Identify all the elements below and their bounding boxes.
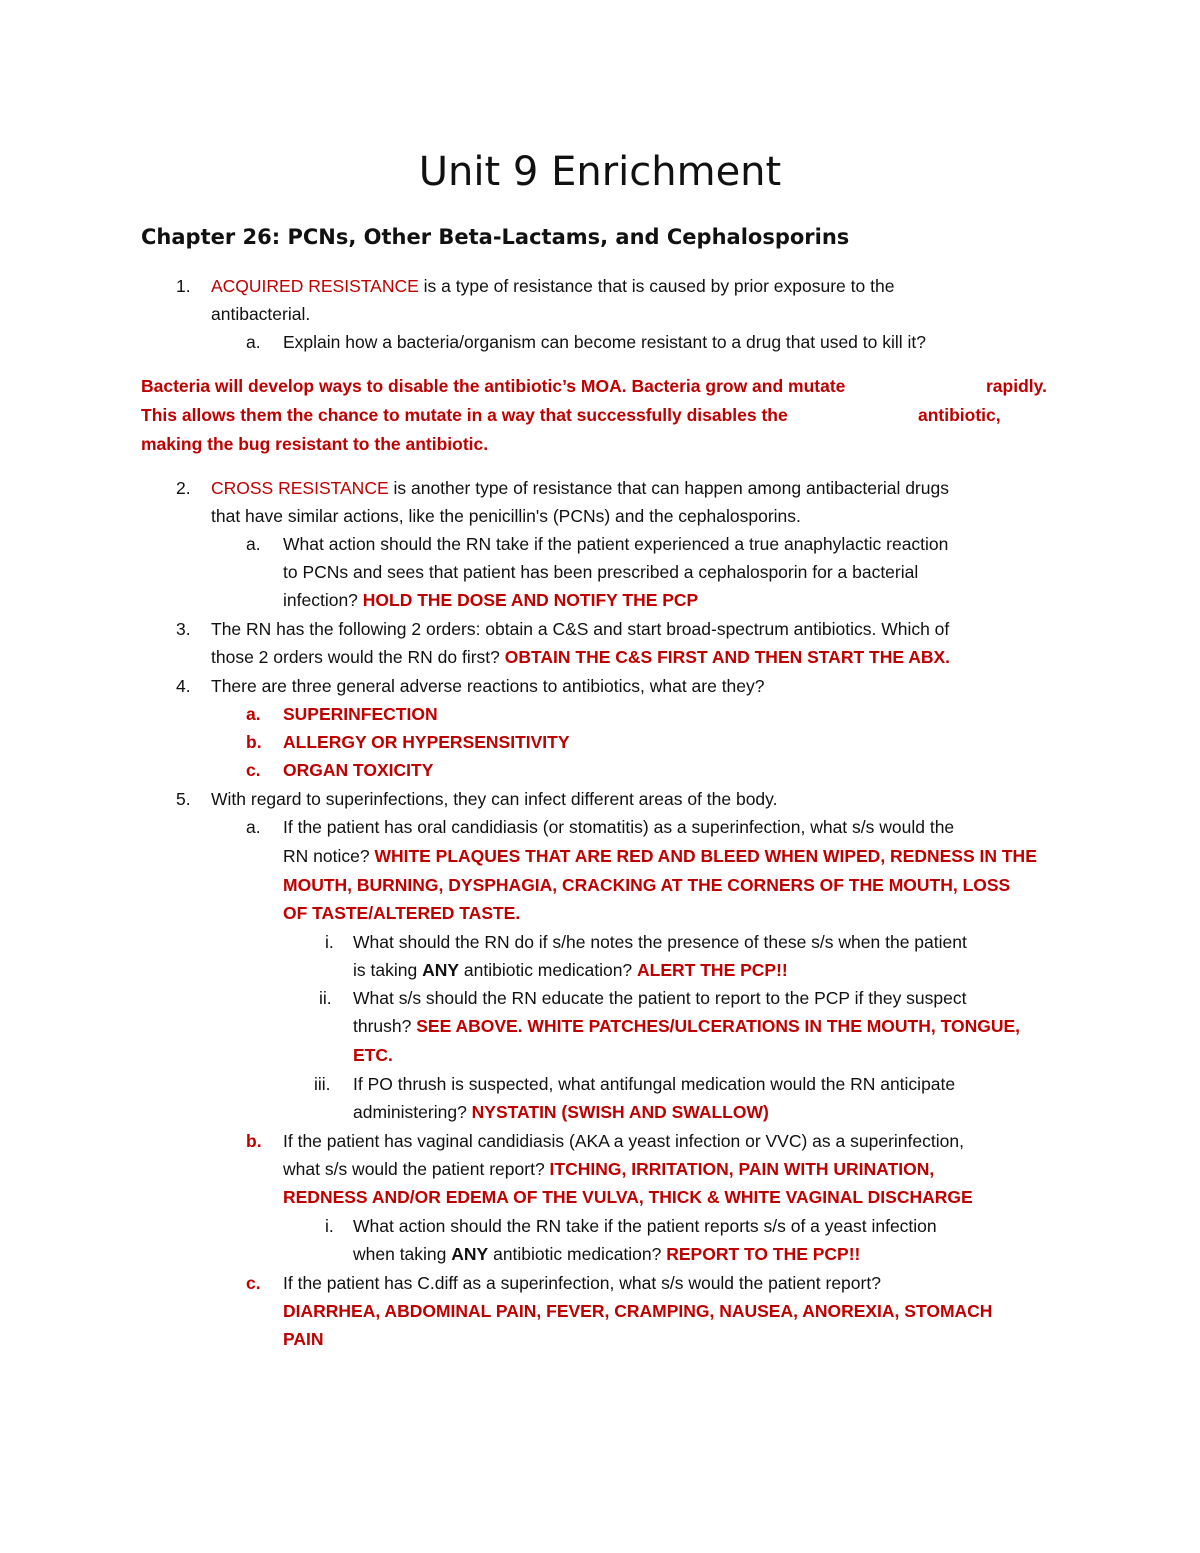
- q2-term: CROSS RESISTANCE: [211, 478, 389, 498]
- q5a-i-line-1: What should the RN do if s/he notes the presence of these s/s when the patient: [353, 932, 967, 952]
- q5a-line-3: MOUTH, BURNING, DYSPHAGIA, CRACKING AT THE CORNERS OF THE MOUTH, LOSS: [283, 875, 1011, 895]
- q2a-line-3: infection? HOLD THE DOSE AND NOTIFY THE PCP: [283, 590, 699, 610]
- q5b-line-3: REDNESS AND/OR EDEMA OF THE VULVA, THICK & WHITE VAGINAL DISCHARGE: [283, 1187, 973, 1207]
- q5c-line-2: DIARRHEA, ABDOMINAL PAIN, FEVER, CRAMPING, NAUSEA, ANOREXIA, STOMACH: [283, 1301, 993, 1321]
- q4c-text: ORGAN TOXICITY: [283, 760, 434, 780]
- q2-line-1: CROSS RESISTANCE is another type of resistance that can happen among antibacterial drugs: [211, 478, 949, 498]
- answer1-line-2-end: antibiotic,: [918, 405, 1001, 425]
- q5b-i-line-2: when taking ANY antibiotic medication? REPORT TO THE PCP!!: [353, 1244, 861, 1264]
- q5b-line-1: If the patient has vaginal candidiasis (AKA a yeast infection or VVC) as a superinfection,: [283, 1131, 964, 1151]
- q1-term: ACQUIRED RESISTANCE: [211, 276, 419, 296]
- q5-line-1: With regard to superinfections, they can infect different areas of the body.: [211, 789, 778, 809]
- q5c-marker: c.: [246, 1273, 261, 1293]
- q2a-line-2: to PCNs and sees that patient has been prescribed a cephalosporin for a bacterial: [283, 562, 919, 582]
- q1a-text: Explain how a bacteria/organism can become resistant to a drug that used to kill it?: [283, 332, 926, 352]
- q1-line-2: antibacterial.: [211, 304, 311, 324]
- q5c-line-1: If the patient has C.diff as a superinfection, what s/s would the patient report?: [283, 1273, 881, 1293]
- q2a-line-1: What action should the RN take if the patient experienced a true anaphylactic reaction: [283, 534, 949, 554]
- q1-number: 1.: [176, 276, 191, 296]
- q5c-line-3: PAIN: [283, 1329, 324, 1349]
- q5a-line-1: If the patient has oral candidiasis (or stomatitis) as a superinfection, what s/s would the: [283, 817, 955, 837]
- q5a-line-2: RN notice? WHITE PLAQUES THAT ARE RED AND BLEED WHEN WIPED, REDNESS IN THE: [283, 846, 1037, 866]
- q1a-marker: a.: [246, 332, 261, 352]
- chapter-heading: Chapter 26: PCNs, Other Beta-Lactams, and Cephalosporins: [141, 225, 850, 249]
- q5b-marker: b.: [246, 1131, 262, 1151]
- q5a-line-4: OF TASTE/ALTERED TASTE.: [283, 903, 521, 923]
- q3-number: 3.: [176, 619, 191, 639]
- answer1-line-1-end: rapidly.: [986, 376, 1047, 396]
- q5b-i-marker: i.: [325, 1216, 334, 1236]
- q5a-iii-line-2: administering? NYSTATIN (SWISH AND SWALLOW): [353, 1102, 769, 1122]
- q5a-ii-marker: ii.: [319, 988, 332, 1008]
- document-title: Unit 9 Enrichment: [418, 149, 782, 195]
- q3-line-1: The RN has the following 2 orders: obtain a C&S and start broad-spectrum antibiotics. Which of: [211, 619, 950, 639]
- q2a-marker: a.: [246, 534, 261, 554]
- q4-number: 4.: [176, 676, 191, 696]
- q5a-i-line-2: is taking ANY antibiotic medication? ALERT THE PCP!!: [353, 960, 788, 980]
- q2-number: 2.: [176, 478, 191, 498]
- q3-line-2: those 2 orders would the RN do first? OBTAIN THE C&S FIRST AND THEN START THE ABX.: [211, 647, 951, 667]
- q5a-ii-line-3: ETC.: [353, 1045, 393, 1065]
- q4b-marker: b.: [246, 732, 262, 752]
- q5a-i-marker: i.: [325, 932, 334, 952]
- q4b-text: ALLERGY OR HYPERSENSITIVITY: [283, 732, 570, 752]
- q2a-answer: HOLD THE DOSE AND NOTIFY THE PCP: [362, 590, 699, 610]
- q5a-iii-line-1: If PO thrush is suspected, what antifungal medication would the RN anticipate: [353, 1074, 956, 1094]
- q5a-ii-line-2: thrush? SEE ABOVE. WHITE PATCHES/ULCERATIONS IN THE MOUTH, TONGUE,: [353, 1016, 1021, 1036]
- answer1-line-2: This allows them the chance to mutate in a way that successfully disables the: [141, 405, 788, 425]
- q5a-iii-marker: iii.: [314, 1074, 331, 1094]
- q1-line-1: ACQUIRED RESISTANCE is a type of resistance that is caused by prior exposure to the: [211, 276, 895, 296]
- q5b-line-2: what s/s would the patient report? ITCHING, IRRITATION, PAIN WITH URINATION,: [283, 1159, 935, 1179]
- q2-line-2: that have similar actions, like the penicillin's (PCNs) and the cephalosporins.: [211, 506, 801, 526]
- q4a-text: SUPERINFECTION: [283, 704, 438, 724]
- q4-line-1: There are three general adverse reactions to antibiotics, what are they?: [211, 676, 765, 696]
- q5-number: 5.: [176, 789, 191, 809]
- answer1-line-3: making the bug resistant to the antibiotic.: [141, 434, 489, 454]
- q5a-ii-line-1: What s/s should the RN educate the patient to report to the PCP if they suspect: [353, 988, 967, 1008]
- answer1-line-1: Bacteria will develop ways to disable the antibiotic’s MOA. Bacteria grow and mutate: [141, 376, 846, 396]
- q5b-i-line-1: What action should the RN take if the patient reports s/s of a yeast infection: [353, 1216, 937, 1236]
- q5a-marker: a.: [246, 817, 261, 837]
- q4c-marker: c.: [246, 760, 261, 780]
- q3-answer: OBTAIN THE C&S FIRST AND THEN START THE ABX.: [504, 647, 951, 667]
- q4a-marker: a.: [246, 704, 261, 724]
